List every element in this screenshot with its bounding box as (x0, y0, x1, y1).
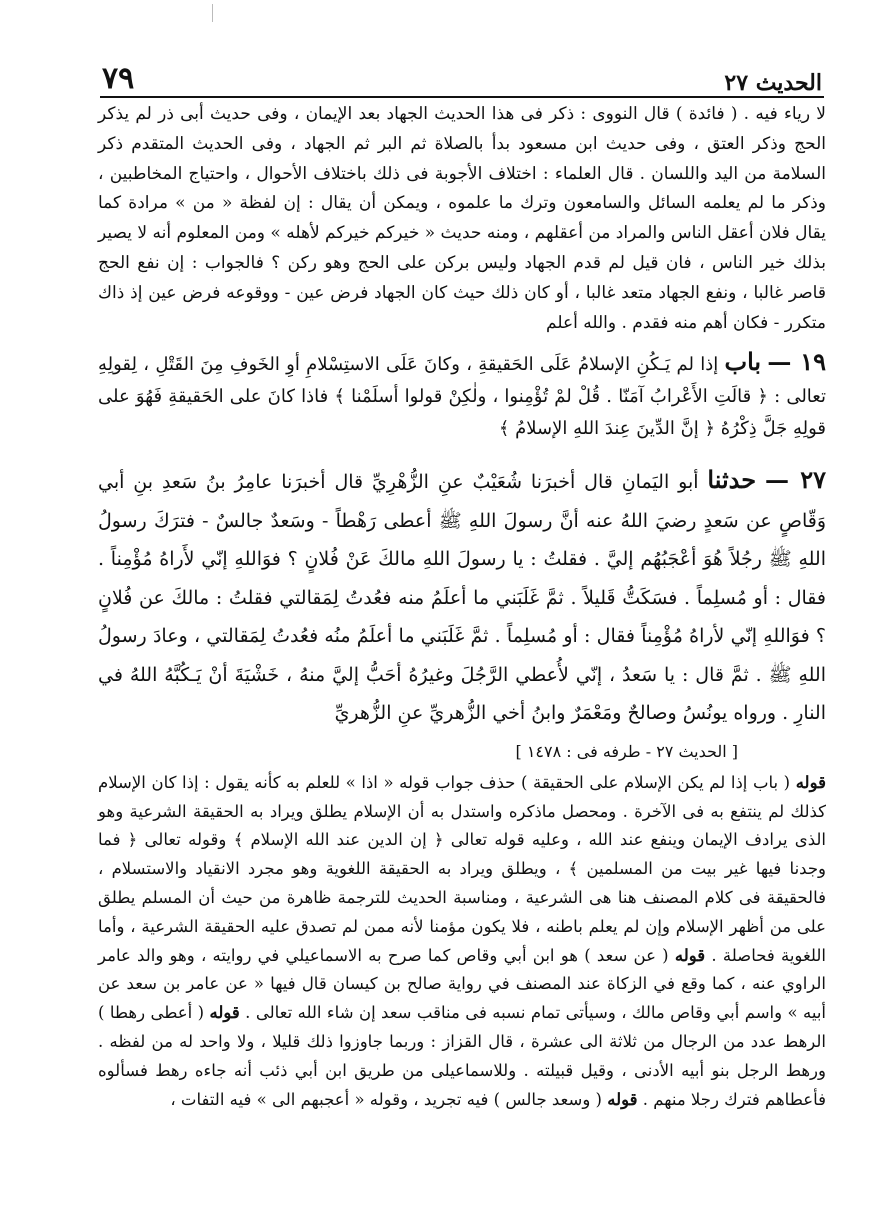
commentary-text: ( عن سعد ) هو ابن أبي وقاص كما صرح به الاسماعيلي في روايته ، وهو والد عامر الراوي عنه ، كما وقع في الزكاة عند المصنف في رواية صالح بن كيسان قال فيها « عن عامر بن سعد عن أبيه » واسم أبي وقاص مالك ، وسيأتى تمام نسبه فى مناقب سعد إن شاء الله تعالى . (98, 945, 826, 1023)
page-header (102, 52, 822, 96)
chapter-heading-paragraph (98, 346, 826, 445)
commentary-text: ( وسعد جالس ) فيه تجريد ، وقوله « أعجبهم الى » فيه التفات ، (170, 1089, 608, 1109)
commentary-note-paragraph: لا رياء فيه . ( فائدة ) قال النووى : ذكر فى هذا الحديث الجهاد بعد الإيمان ، وفى حديث أبى ذر لم يذكر الحج وذكر العتق ، وفى حديث ابن مسعود بدأ بالصلاة ثم البر ثم الجهاد ، وفى الحديث المتقدم ذكر السلامة من اليد واللسان . قال العلماء : اختلاف الأجوبة فى ذلك باختلاف الأحوال ، واحتياج المخاطبين ، وذكر ما لم يعلمه السائل والسامعون وترك ما علموه ، ويمكن أن يقال : إن لفظة « من » مرادة كما يقال فلان أعقل الناس والمراد من أعقلهم ، ومنه حديث « خيركم خيركم لأهله » ومن المعلوم أنه لا يصير بذلك خير الناس ، فان قيل لم قدم الجهاد وليس بركن على الحج وهو ركن ؟ فالجواب : إن نفع الحج قاصر غالبا ، ونفع الجهاد متعد غالبا ، أو كان ذلك حيث كان الجهاد فرض عين - ووقوعه فرض عين إذ ذاك متكرر - فكان أهم منه فقدم . والله أعلم (98, 104, 826, 333)
chapter-number: ١٩ — (767, 347, 826, 377)
commentary-keyword: قوله (674, 945, 706, 965)
hadith-paragraph (98, 461, 826, 733)
page-body (98, 100, 826, 1114)
hadith-number: ٢٧ — (765, 465, 826, 495)
commentary-keyword: قوله (607, 1089, 638, 1109)
chapter-label: باب (724, 347, 762, 377)
commentary-text: ( باب إذا لم يكن الإسلام على الحقيقة ) حذف جواب قوله « اذا » للعلم به كأنه يقول : إذا كان الإسلام كذلك لم ينتفع به فى الآخرة . ومحصل ماذكره واستدل به أن الإسلام يطلق ويراد به الحقيقة الشرعية وهو الذى يرادف الإيمان وينفع عند الله ، وعليه قوله تعالى ﴿ إن الدين عند الله الإسلام ﴾ وقوله تعالى ﴿ فما وجدنا فيها غير بيت من المسلمين ﴾ ، ويطلق ويراد به الحقيقة اللغوية وهو مجرد الانقياد والاستسلام ، فالحقيقة فى كلام المصنف هنا هى الشرعية ، ومناسبة الحديث للترجمة ظاهرة من حيث أن المسلم يطلق على من أظهر الإسلام وإن لم يعلم باطنه ، فلا يكون مؤمنا لأنه ممن لم تصدق عليه الحقيقة الشرعية ، وأما اللغوية فحاصلة . (98, 772, 826, 965)
scan-mark (212, 4, 213, 22)
commentary-keyword: قوله (209, 1003, 240, 1023)
commentary-keyword: قوله (795, 772, 826, 792)
cross-reference: [ الحديث ٢٧ - طرفه فى : ١٤٧٨ ] (515, 741, 738, 761)
chapter-title-text: إذا لم يَـكُنِ الإسلامُ عَلَى الحَقيقةِ ، وكانَ عَلَى الاستِسْلامِ أوِ الخَوفِ مِنَ القَتْلِ ، لِقولِهِ تعالى : ﴿ قالَتِ الأَعْرابُ آمَنّا . قُلْ لمْ تُؤْمِنوا ، ولٰكِنْ قولوا أسلَمْنا ﴾ فاذا كانَ على الحَقيقةِ فَهُوَ على قولِهِ جَلَّ ذِكْرُهُ ﴿ إنَّ الدِّينَ عِندَ اللهِ الإسلامُ ﴾ (98, 354, 826, 440)
page-number: ٧٩ (102, 61, 135, 96)
header-rule (100, 96, 824, 98)
commentary-paragraph (98, 769, 826, 1115)
hadith-text: أبو اليَمانِ قال أخبرَنا شُعَيْبٌ عنِ الزُّهْرِيِّ قال أخبرَنا عامِرُ بنُ سَعدِ بنِ أبي وَقّاصٍ عن سَعدٍ رضيَ اللهُ عنه أنَّ رسولَ اللهِ ﷺ أعطى رَهْطاً - وسَعدٌ جالسٌ - فترَكَ رسولُ اللهِ ﷺ رجُلاً هُوَ أعْجَبُهُم إليَّ . فقلتُ : يا رسولَ اللهِ مالكَ عَنْ فُلانٍ ؟ فوَاللهِ إنّي لأَراهُ مُؤْمِناً . فقال : أو مُسلِماً . فسَكَتُّ قَليلاً . ثمَّ غَلَبَني ما أعلَمُ منه فعُدتُ لِمَقالتي فقلتُ : مالكَ عن فُلانٍ ؟ فوَاللهِ إنّي لأراهُ مُؤْمِناً فقال : أو مُسلِماً . ثمَّ غَلَبَني ما أعلَمُ منُه فعُدتُ لِمَقالتي ، وعادَ رسولُ اللهِ ﷺ . ثمَّ قال : يا سَعدُ ، إنّي لأُعطي الرَّجُلَ وغيرُهُ أحَبُّ إليَّ منهُ ، خَشْيَةَ أنْ يَـكُبَّهُ اللهُ في النارِ . ورواه يونُسُ وصالحٌ ومَعْمَرٌ وابنُ أخي الزُّهريِّ عنِ الزُّهريِّ (98, 471, 826, 725)
hadith-label: حدثنا (707, 465, 757, 495)
commentary-text: ( أعطى رهطا ) الرهط عدد من الرجال من ثلاثة الى عشرة ، قال القزاز : وربما جاوزوا ذلك قليلا ، ولا واحد له من لفظه . ورهط الرجل بنو أبيه الأدنى ، وقيل قبيلته . وللاسماعيلى من طريق ابن أبي ذئب أنه جاءه رهط فسألوه فأعطاهم فترك رجلا منهم . (98, 1003, 826, 1109)
running-title: الحديث ٢٧ (724, 70, 822, 96)
